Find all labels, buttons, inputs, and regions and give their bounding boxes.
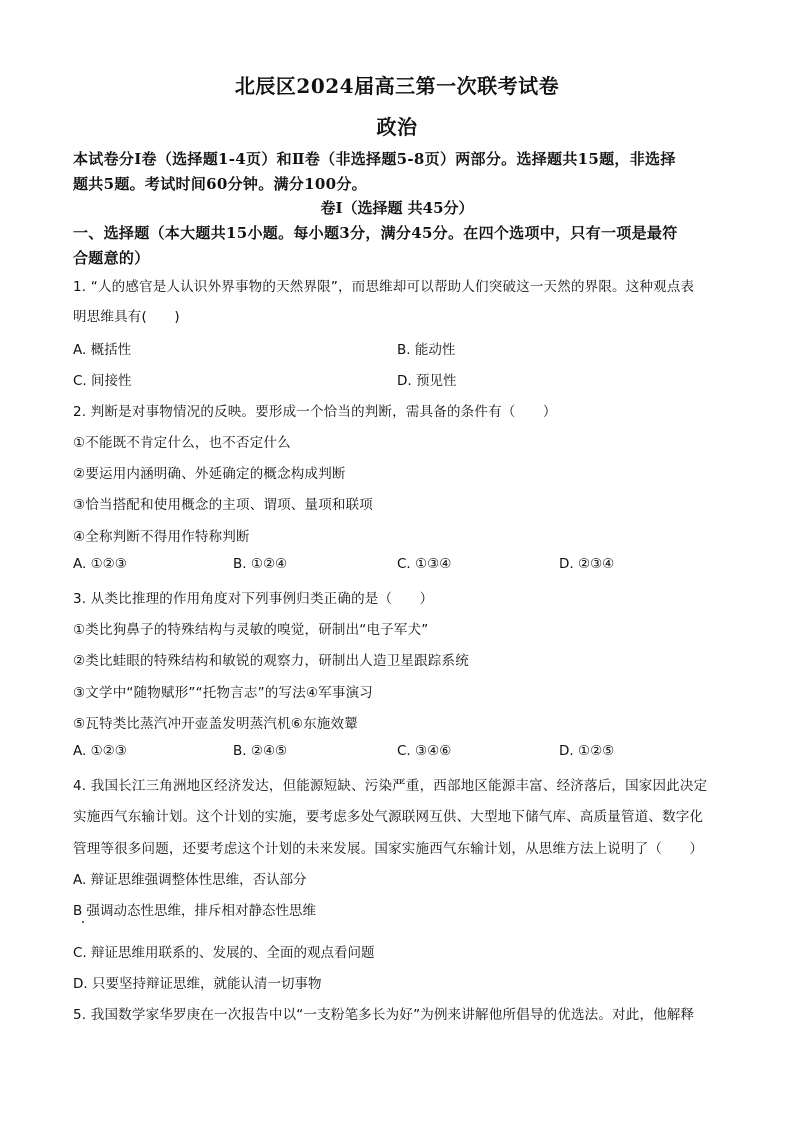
q3-statement-3: ③文学中“随物赋形”“托物言志”的写法④军事演习 [73,685,373,701]
section-instruction-2: 合题意的） [73,249,150,267]
q4-option-a: A. 辩证思维强调整体性思维，否认部分 [73,872,307,888]
q4-stem-line-2: 实施西气东输计划。这个计划的实施，要考虑多处气源联网互供、大型地下储气库、高质量管道、数字化 [73,809,704,825]
q1-option-c: C. 间接性 [73,373,132,389]
q1-stem-line-2: 明思维具有( ) [73,309,180,325]
q2-statement-3: ③恰当搭配和使用概念的主项、谓项、量项和联项 [73,497,374,513]
q2-option-b: B. ①②④ [233,556,288,572]
q1-option-a: A. 概括性 [73,342,132,358]
q4-option-b: B 强调动态性思维，排斥相对静态性思维 [73,903,317,919]
q3-statement-1: ①类比狗鼻子的特殊结构与灵敏的嗅觉，研制出“电子军犬” [73,622,429,638]
q2-stem: 2. 判断是对事物情况的反映。要形成一个恰当的判断，需具备的条件有（ ） [73,404,557,420]
q2-statement-4: ④全称判断不得用作特称判断 [73,529,250,545]
section-heading: 卷Ⅰ（选择题 共45分） [320,199,474,217]
q4-option-d: D. 只要坚持辩证思维，就能认清一切事物 [73,976,322,992]
q3-option-c: C. ③④⑥ [397,743,452,759]
q1-option-b: B. 能动性 [397,342,456,358]
q2-option-c: C. ①③④ [397,556,452,572]
q3-statement-4: ⑤瓦特类比蒸汽冲开壶盖发明蒸汽机⑥东施效颦 [73,716,358,732]
q3-option-d: D. ①②⑤ [559,743,615,759]
q4-option-c: C. 辩证思维用联系的、发展的、全面的观点看问题 [73,945,375,961]
q3-statement-2: ②类比蛙眼的特殊结构和敏锐的观察力，研制出人造卫星跟踪系统 [73,653,469,669]
q5-stem-line-1: 5. 我国数学家华罗庚在一次报告中以“一支粉笔多长为好”为例来讲解他所倡导的优选法。对此，他解释 [73,1007,695,1023]
q4-stem-line-3: 管理等很多问题，还要考虑这个计划的未来发展。国家实施西气东输计划，从思维方法上说明了（ ） [73,841,704,857]
exam-title: 北辰区2024届高三第一次联考试卷 [234,74,560,98]
q3-option-b: B. ②④⑤ [233,743,288,759]
q4-stem-line-1: 4. 我国长江三角洲地区经济发达，但能源短缺、污染严重，西部地区能源丰富、经济落后，国家因此决定 [73,778,708,794]
q3-option-a: A. ①②③ [73,743,127,759]
q3-stem: 3. 从类比推理的作用角度对下列事例归类正确的是（ ） [73,591,434,607]
intro-line-1: 本试卷分Ⅰ卷（选择题1-4页）和Ⅱ卷（非选择题5-8页）两部分。选择题共15题，非选择 [73,150,676,168]
q2-option-a: A. ①②③ [73,556,127,572]
q2-option-d: D. ②③④ [559,556,615,572]
q1-stem-line-1: 1. “人的感官是人认识外界事物的天然界限”，而思维却可以帮助人们突破这一天然的界限。这种观点表 [73,279,695,295]
intro-line-2: 题共5题。考试时间60分钟。满分100分。 [73,175,367,193]
stray-mark [82,921,84,923]
q1-option-d: D. 预见性 [397,373,457,389]
q2-statement-2: ②要运用内涵明确、外延确定的概念构成判断 [73,466,346,482]
subject-title: 政治 [376,115,418,139]
section-instruction-1: 一、选择题（本大题共15小题。每小题3分，满分45分。在四个选项中，只有一项是最符 [73,224,678,242]
q2-statement-1: ①不能既不肯定什么，也不否定什么 [73,435,291,451]
